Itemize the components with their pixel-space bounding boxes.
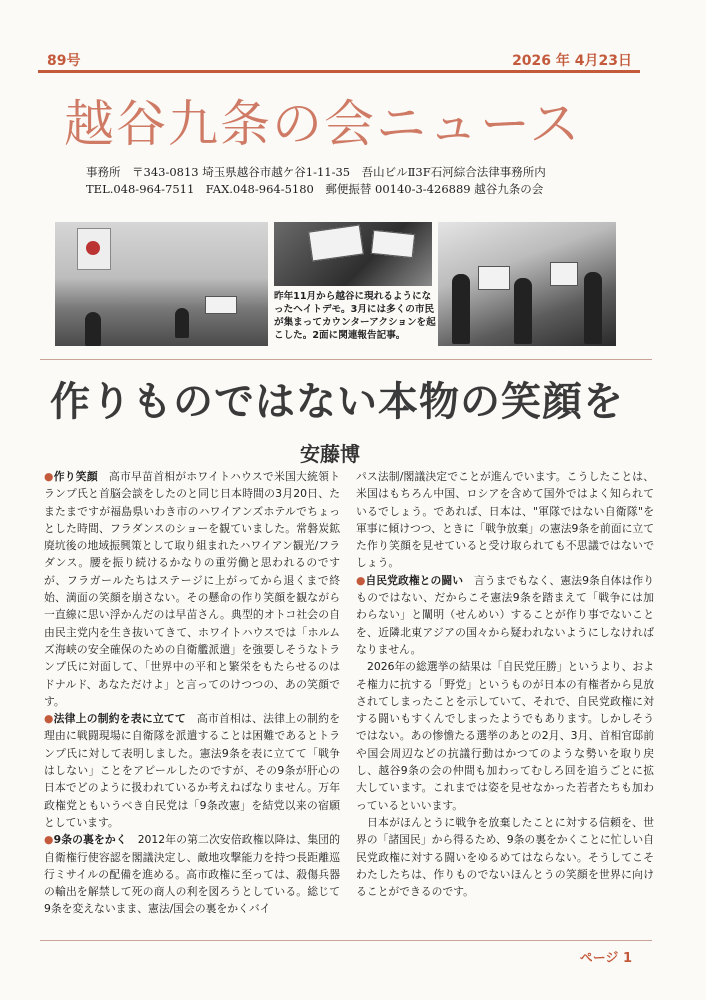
person-figure	[452, 274, 470, 344]
protest-sign	[478, 266, 510, 290]
contact-address: 事務所 〒343-0813 埼玉県越谷市越ケ谷1-11-35 吾山ビルⅡ3F石河綜合法律事務所内	[86, 165, 546, 179]
article-paragraph	[44, 831, 340, 917]
subheading: ● 9条の裏をかく	[44, 833, 127, 846]
article-column-left	[44, 468, 340, 918]
person-figure	[514, 278, 532, 344]
footer-rule	[40, 940, 652, 941]
paragraph-text: 言うまでもなく、憲法9条自体は作りものではない、だからこそ憲法9条を踏まえて「戦争には加わらない」と闡明（せんめい）することが作り事でないことを、近隣北東アジアの国々から疑われないようにしなければなりません。	[356, 573, 655, 656]
article-paragraph	[44, 710, 340, 831]
newsletter-title: 越谷九条の会ニュース	[64, 95, 582, 153]
article-column-right	[356, 468, 654, 900]
paragraph-text: 高市首相は、法律上の制約を理由に戦闘現場に自衛隊を派遣することは困難であるとトランプ氏に対して表明しました。憲法9条を表に立てて「戦争はしない」ことをアピールしたのですが、その9条が肝心の日本でどのように扱われているか考えねばなりません。万年政権党ともいうべき自民党は「9条改憲」を結党以来の宿願としています。	[44, 712, 341, 829]
protest-sign	[371, 230, 415, 258]
contact-phone: TEL.048-964-7511 FAX.048-964-5180 郵便振替 00140-3-426889 越谷九条の会	[86, 182, 544, 196]
article-headline: 作りものではない本物の笑顔を	[50, 378, 624, 425]
issue-date: 2026 年 4月23日	[512, 53, 632, 69]
article-paragraph	[44, 468, 340, 710]
paragraph-text: 2026年の総選挙の結果は「自民党圧勝」というより、およそ権力に抗する「野党」というものが日本の有権者から見放されてしまったことを示していて、それで、自民党政権に対する闘いもすくんでしまったようでもあります。しかしそうではない。あの惨憺たる選挙のあとの2月、3月、首相官邸前や国会周辺などの抗議行動はかつてのような勢いを取り戻し、越谷9条の会の仲間も加わってむしろ回を追うごとに拡大しています。これまでは姿を見せなかった若者たちも加わっているといいます。	[356, 660, 654, 812]
paragraph-text: 高市早苗首相がホワイトハウスで米国大統領トランプ氏と首脳会談をしたのと同じ日本時間の3月20日、たまたまですが福島県いわき市のハワイアンズホテルでちょっとした時間、フラダンスのショーを観ていました。常磐炭鉱廃坑後の地域振興策として取り組まれたハワイアン観光/フラダンス。腰を振り続けるかなりの重労働と思われるのですが、フラガールたちはステージに上がってから退くまで終始、満面の笑顔を崩さない。その懸命の作り笑顔を観ながら一直線に思い浮かんだのは早苗さん。典型的オトコ社会の自由民主党内を生き抜いてきて、ホワイトハウスでは「ホルムズ海峡の安全確保のための自衛艦派遣」を強要しそうなトランプ氏に対面して、「世界中の平和と繁栄をもたらせるのはドナルド、あなただけよ」と言ってのけつつの、あの笑顔です。	[44, 470, 341, 708]
article-paragraph	[356, 814, 654, 900]
subheading: ● 法律上の制約を表に立てて	[44, 712, 186, 725]
flag-icon	[77, 228, 111, 270]
paragraph-text: 2012年の第二次安倍政権以降は、集団的自衛権行使容認を閣議決定し、敵地攻撃能力を持つ長距離巡行ミサイルの配備を進める。高市政権に至っては、殺傷兵器の輸出を解禁して死の商人の利を図ろうとしている。総じて9条を変えないまま、憲法/国会の裏をかくバイ	[44, 833, 340, 916]
protest-sign	[308, 225, 364, 262]
subheading: ● 自民党政権との闘い	[356, 574, 463, 587]
person-figure	[175, 308, 189, 338]
section-rule	[40, 359, 652, 360]
photo-caption: 昨年11月から越谷に現れるようになったヘイトデモ。3月には多くの市民が集まってカウンターアクションを起こした。2面に関連報告記事。	[274, 291, 436, 341]
photo-counter-action-crowd	[438, 222, 616, 346]
protest-sign	[205, 296, 237, 314]
subheading: ● 作り笑顔	[44, 470, 98, 483]
protest-sign	[550, 262, 578, 286]
article-author: 安藤博	[300, 442, 360, 466]
person-figure	[85, 312, 101, 346]
photo-counter-signs	[274, 222, 432, 286]
page-number: ページ 1	[579, 951, 632, 966]
contact-info	[86, 164, 546, 198]
person-figure	[584, 272, 602, 344]
top-rule	[38, 70, 640, 73]
issue-number: 89号	[47, 53, 81, 69]
paragraph-text: パス法制/閣議決定でことが進んでいます。こうしたことは、米国はもちろん中国、ロシアを含めて国外ではよく知られているでしょう。であれば、日本は、"軍隊ではない自衛隊"を軍事に傾けつつ、ときに「戦争放棄」の憲法9条を前面に立てた作り笑顔を見せていると受け取られても不思議ではないでしょう。	[356, 470, 654, 570]
article-paragraph	[356, 658, 654, 814]
photo-rising-sun-demo	[55, 222, 268, 346]
article-paragraph	[356, 468, 654, 572]
article-paragraph	[356, 572, 654, 658]
paragraph-text: 日本がほんとうに戦争を放棄したことに対する信頼を、世界の「諸国民」から得るため、9条の裏をかくことに忙しい自民党政権に対する闘いをゆるめてはならない。そうしてこそわたしたちは、作りものでないほんとうの笑顔を世界に向けることができるのです。	[356, 815, 654, 899]
